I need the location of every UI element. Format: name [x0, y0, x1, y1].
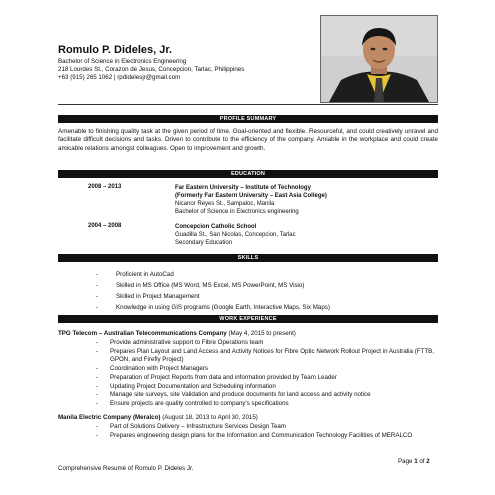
education-dates: 2008 – 2013 — [88, 184, 122, 190]
job-dates: (May 4, 2015 to present) — [228, 330, 296, 337]
dash-marker: - — [96, 282, 99, 290]
portrait-image — [321, 16, 437, 102]
list-item — [96, 280, 330, 291]
duty-text: Prepares engineering design plans for the Information and Communication Technology Facilities of MERALCO — [110, 431, 413, 439]
dash-marker: - — [96, 339, 99, 346]
dash-marker: - — [96, 391, 99, 399]
dash-marker: - — [96, 423, 99, 430]
duties-list — [96, 339, 436, 409]
profile-photo — [320, 15, 438, 103]
skills-list — [96, 269, 330, 313]
duties-list — [96, 423, 436, 440]
profile-summary-text: Amenable to finishing quality task at the given period of time. Goal-oriented and flexible. Resourceful, and could creatively unravel and facilitate difficult decisions and tasks. Driven to contribute to the efficiency of the company. Amiable in the workplace and could create amicable relations amongst colleagues. Open to improvement and growth. — [58, 128, 438, 152]
dash-marker: - — [96, 399, 99, 407]
skills-heading: SKILLS — [58, 254, 438, 262]
duty-text: Coordination with Project Managers — [110, 365, 209, 373]
list-item — [96, 374, 436, 383]
education-dates: 2004 – 2008 — [88, 223, 122, 229]
degree-line: Bachelor of Science in Electronics Engineering — [58, 58, 187, 65]
job-title — [58, 330, 296, 337]
list-item — [96, 291, 330, 302]
header-divider — [58, 104, 438, 105]
applicant-name: Romulo P. Dideles, Jr. — [58, 44, 173, 56]
list-item — [96, 432, 436, 441]
of-word: of — [419, 458, 425, 465]
duty-text: Prepares Plan Layout and Land Access and Activity Notices for Fibre Optic Network Rollout Project in Australia (FTTB, GPON, and Firefly Project) — [110, 347, 434, 364]
dash-marker: - — [96, 347, 99, 355]
list-item — [96, 302, 330, 313]
list-item — [96, 365, 436, 374]
duty-text: Ensure projects are quality controlled to company's specifications — [110, 399, 289, 407]
school-name: Far Eastern University – Institute of Technology — [175, 185, 311, 191]
skill-text: Skilled in MS Office (MS Word, MS Excel, MS PowerPoint, MS Visio) — [116, 282, 305, 290]
school-address: Guadilla St., San Nicolas, Concepcion, Tarlac — [175, 232, 296, 238]
dash-marker: - — [96, 431, 99, 439]
page-word: Page — [398, 458, 413, 465]
duty-text: Updating Project Documentation and Scheduling information — [110, 382, 276, 390]
education-entry — [175, 223, 296, 247]
list-item — [96, 423, 436, 432]
list-item — [96, 400, 436, 409]
page-total: 2 — [426, 458, 430, 465]
page-indicator — [398, 458, 430, 465]
education-heading: EDUCATION — [58, 170, 438, 178]
dash-marker: - — [96, 365, 99, 373]
dash-marker: - — [96, 271, 99, 278]
address-line: 218 Lourdes St., Corazon de Jesus, Concepcion, Tarlac, Philippines — [58, 66, 245, 73]
company-name: TPG Telecom – Australian Telecommunications Company — [58, 330, 227, 337]
footer-title: Comprehensive Resumé of Romulo P. Dideles Jr. — [58, 465, 194, 472]
work-experience-heading: WORK EXPERIENCE — [58, 315, 438, 323]
list-item — [96, 339, 436, 348]
profile-summary-heading: PROFILE SUMMARY — [58, 115, 438, 123]
duty-text: Preparation of Project Reports from data and information provided by Team Leader — [110, 373, 337, 381]
dash-marker: - — [96, 304, 99, 312]
job-dates: (August 18, 2013 to April 30, 2015) — [162, 414, 258, 421]
job-title — [58, 414, 258, 421]
school-degree: Secondary Education — [175, 240, 233, 246]
list-item — [96, 383, 436, 392]
skill-text: Skilled in Project Management — [116, 293, 200, 301]
list-item — [96, 348, 436, 365]
list-item — [96, 391, 436, 400]
company-name: Manila Electric Company (Meralco) — [58, 414, 161, 421]
school-name: Concepcion Catholic School — [175, 224, 257, 230]
dash-marker: - — [96, 293, 99, 301]
contact-line: +63 (915) 265 1062 | rpdidelesjr@gmail.com — [58, 74, 181, 81]
education-entry — [175, 184, 327, 216]
page-number: 1 — [414, 458, 418, 465]
dash-marker: - — [96, 373, 99, 381]
duty-text: Provide administrative support to Fibre Operations team — [110, 339, 264, 346]
duty-text: Part of Solutions Delivery – Infrastructure Services Design Team — [110, 423, 286, 430]
skill-text: Proficient in AutoCad — [116, 271, 174, 278]
duty-text: Manage site surveys, site Validation and produce documents for land access and activity notice — [110, 391, 371, 399]
school-former-name: (Formerly Far Eastern University – East Asia College) — [175, 193, 327, 199]
list-item — [96, 269, 330, 280]
school-degree: Bachelor of Science in Electronics engineering — [175, 209, 299, 215]
skill-text: Knowledge in using GIS programs (Google Earth, Interactive Maps, Six Maps) — [116, 304, 330, 312]
school-address: Nicanor Reyes St., Sampaloc, Manila — [175, 201, 275, 207]
dash-marker: - — [96, 382, 99, 390]
